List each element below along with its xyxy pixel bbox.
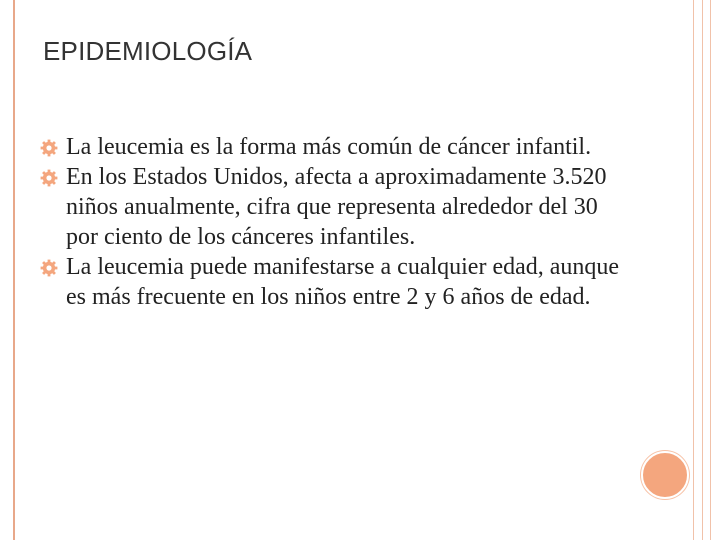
gear-bullet-icon bbox=[40, 139, 58, 157]
bullet-item bbox=[40, 162, 630, 252]
gear-bullet-icon bbox=[40, 259, 58, 277]
bullet-item bbox=[40, 132, 630, 162]
bullet-text: La leucemia es la forma más común de cáncer infantil. bbox=[66, 134, 592, 160]
frame-right-line bbox=[693, 0, 694, 540]
bullet-list bbox=[40, 132, 630, 312]
bullet-item bbox=[40, 252, 630, 312]
gear-bullet-icon bbox=[40, 169, 58, 187]
frame-right-line bbox=[702, 0, 703, 540]
decorative-circle bbox=[641, 451, 689, 499]
frame-left-border bbox=[13, 0, 15, 540]
bullet-text: La leucemia puede manifestarse a cualquier edad, aunque es más frecuente en los niños entre 2 y 6 años de edad. bbox=[66, 254, 620, 310]
bullet-text: En los Estados Unidos, afecta a aproximadamente 3.520 niños anualmente, cifra que representa alrededor del 30 por ciento de los cánceres infantiles. bbox=[66, 164, 607, 250]
frame-right-line bbox=[710, 0, 711, 540]
slide-title: EPIDEMIOLOGÍA bbox=[43, 36, 253, 66]
